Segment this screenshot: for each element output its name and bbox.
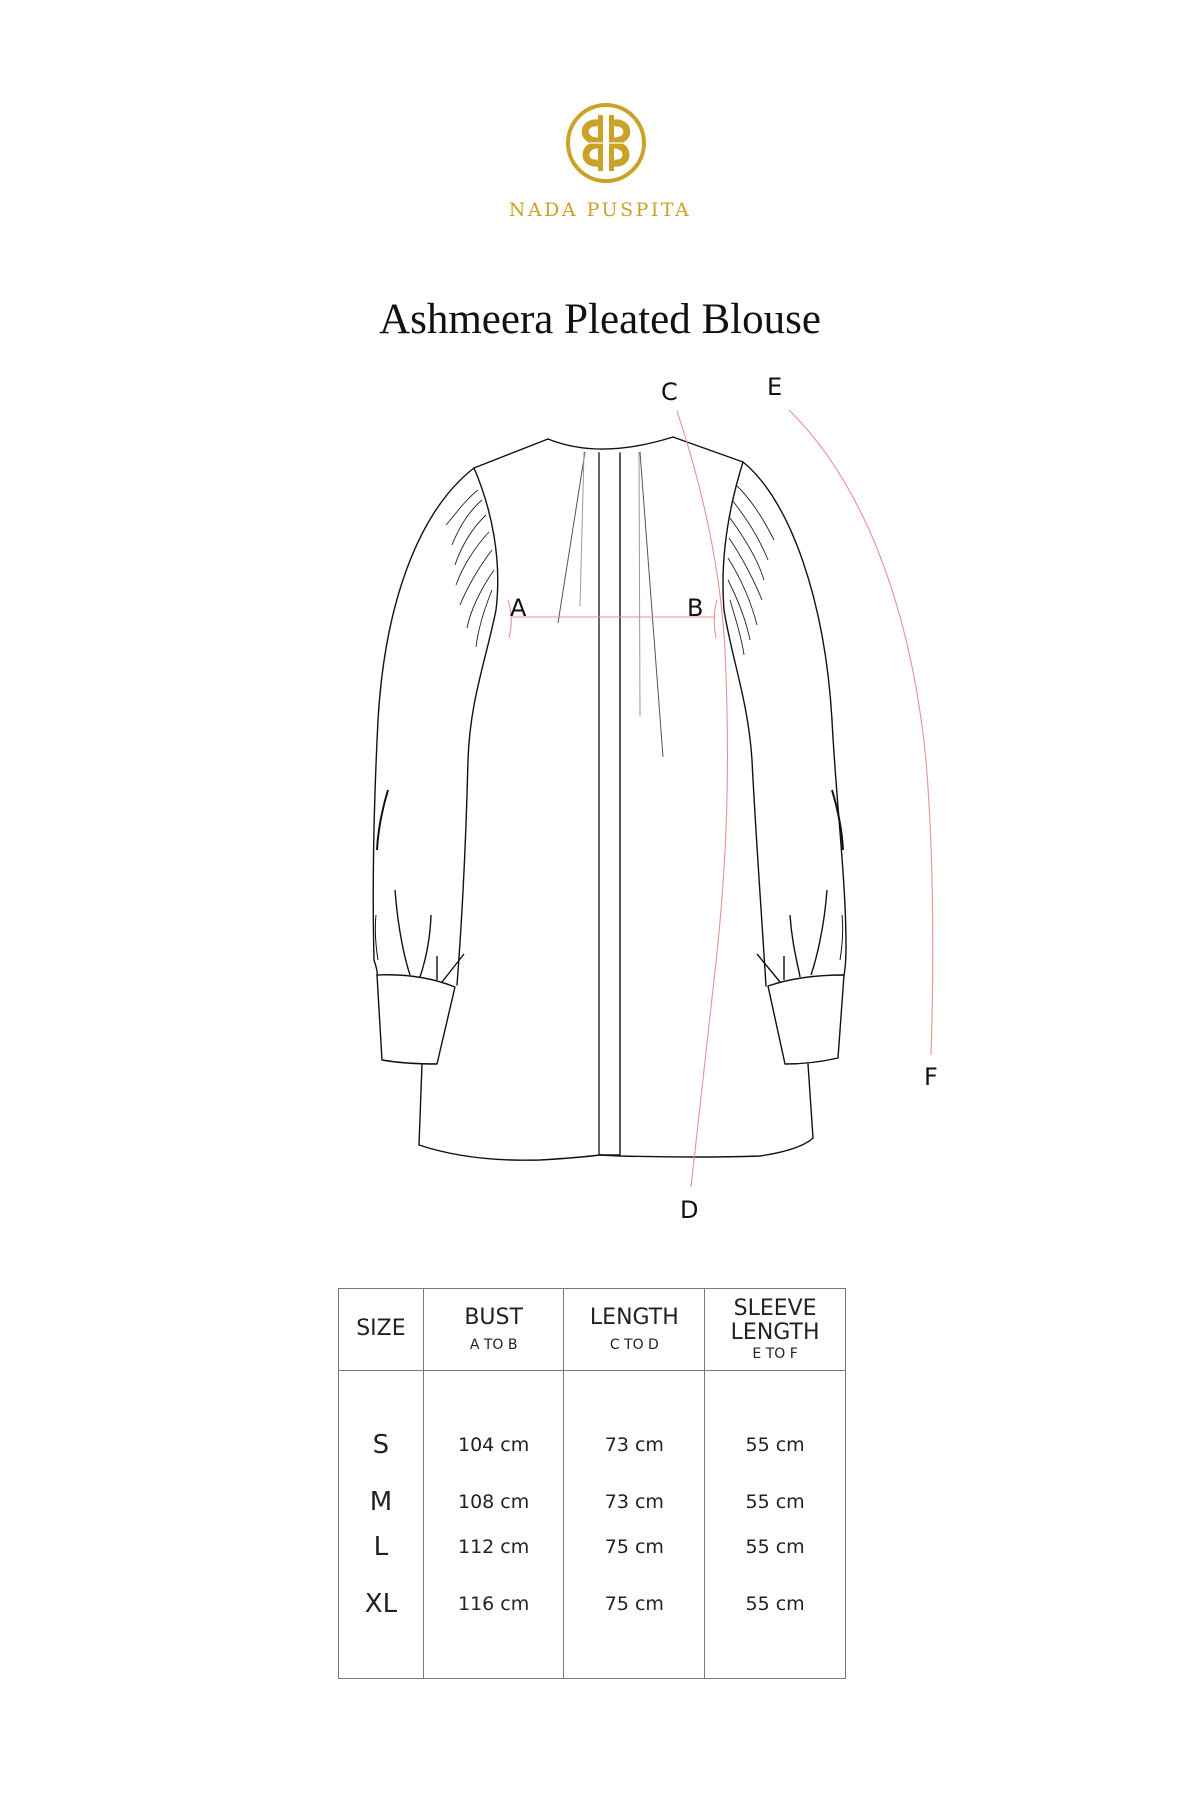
point-label-c: C [661,378,678,406]
size-cell: XL [339,1570,424,1678]
table-row [339,1524,846,1570]
sleeve-length-cell: 55 cm [705,1479,846,1525]
left-body-side [419,1064,422,1145]
bust-cell: 104 cm [423,1371,564,1479]
pleat-line [558,452,585,623]
table-row [339,1371,846,1479]
size-chart-header-row [339,1289,846,1371]
table-row [339,1570,846,1678]
pleat-line [640,452,663,757]
hem [419,1138,813,1160]
length-cell: 75 cm [564,1570,705,1678]
bust-cell: 116 cm [423,1570,564,1678]
length-cell: 73 cm [564,1371,705,1479]
header-length: LENGTH C TO D [564,1289,705,1371]
point-label-e: E [767,373,783,401]
neckline [548,437,673,449]
sleeve-measure-line [789,410,933,1055]
length-measure-line [677,411,727,1187]
sleeve-length-cell: 55 cm [705,1371,846,1479]
right-cuff [768,975,844,1064]
header-bust: BUST A TO B [423,1289,564,1371]
size-cell: L [339,1524,424,1570]
length-cell: 73 cm [564,1479,705,1525]
right-armhole [723,462,766,986]
product-title: Ashmeera Pleated Blouse [379,296,821,343]
point-label-f: F [924,1063,938,1091]
right-body-side [808,1064,813,1138]
sleeve-length-cell: 55 cm [705,1524,846,1570]
header-size: SIZE [339,1289,424,1371]
bust-tick-b [714,600,717,638]
left-shoulder-line [474,439,548,468]
sleeve-length-cell: 55 cm [705,1570,846,1678]
bust-cell: 112 cm [423,1524,564,1570]
pleat-line [580,452,584,606]
left-cuff [377,975,455,1064]
point-label-b: B [687,594,704,622]
size-cell: M [339,1479,424,1525]
right-shoulder-line [673,437,743,462]
size-chart-table [338,1288,846,1679]
point-label-a: A [510,594,527,622]
left-sleeve-outer [373,468,474,975]
size-cell: S [339,1371,424,1479]
table-row [339,1479,846,1525]
header-sleeve-length: SLEEVE LENGTH E TO F [705,1289,846,1371]
point-label-d: D [680,1196,699,1224]
bust-cell: 108 cm [423,1479,564,1525]
brand-name: NADA PUSPITA [508,199,692,221]
pleat-line [639,452,640,716]
length-cell: 75 cm [564,1524,705,1570]
